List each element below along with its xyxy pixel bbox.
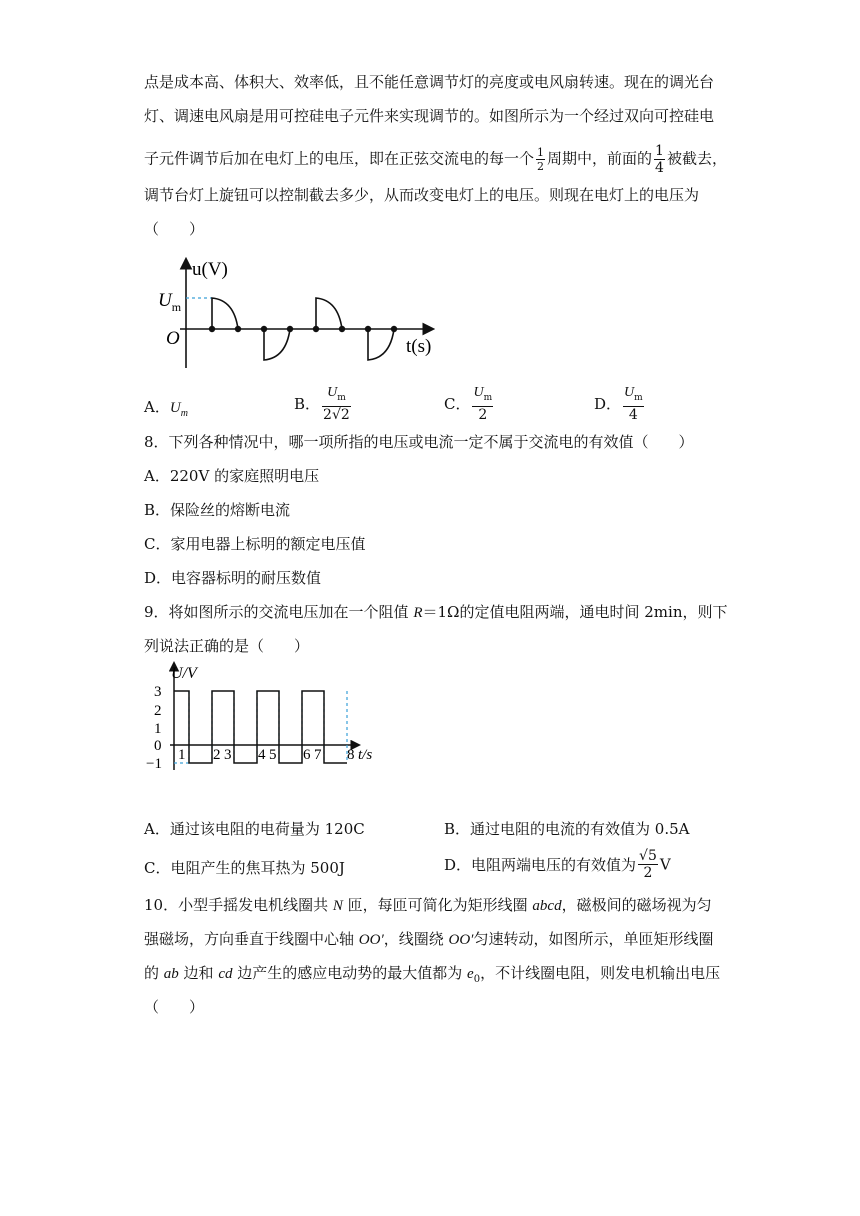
q10-text-line-3 [144,963,720,990]
quarter-numerator: 1 [655,143,664,159]
q7-dot [235,326,241,332]
q9-stem-part-a: 9．将如图所示的交流电压加在一个阻值 [144,603,414,621]
q7-option-d[interactable] [594,384,646,423]
option-b-num-sub: m [337,392,346,403]
q10-side-cd: cd [218,966,233,982]
q10-line2-part-b: ，线圈绕 [383,930,449,948]
q9-option-d-fraction [638,848,658,881]
q9-stem-line-2: 列说法正确的是（ ） [144,637,310,655]
q10-line2-part-c: 匀速转动，如图所示，单匝矩形线圈 [473,930,714,948]
q7-text-line-2: 灯、调速电风扇是用可控硅电子元件来实现调节的。如图所示为一个经过双向可控硅电 [144,107,715,125]
option-b-label: B． [294,394,321,413]
q10-side-ab: ab [163,966,179,982]
q7-text-line-3 [144,143,727,176]
q10-line3-part-a: 的 [144,964,164,982]
q9-x-tick: 5 [269,747,277,763]
option-d-denominator: 4 [628,406,638,423]
q9-y-tick: 3 [154,684,162,700]
q7-text-line-1: 点是成本高、体积大、效率低，且不能任意调节灯的亮度或电风扇转速。现在的调光台 [144,73,715,91]
q9-y-tick: −1 [146,756,162,772]
q10-line1-part-b: 匝，每匝可简化为矩形线圈 [342,896,533,914]
q9-x-tick: 8 [347,747,355,763]
option-c-num-letter: U [473,385,484,400]
q7-voltage-graph [150,250,450,375]
q7-option-a[interactable] [144,396,188,419]
q7-um-label [158,290,182,314]
q10-text-line-2 [144,929,713,950]
option-c-label: C． [444,394,471,413]
q7-option-c[interactable] [444,384,495,423]
q9-option-d-text: D．电阻两端电压的有效值为 [444,856,637,874]
q9-x-axis-label: t/s [358,747,373,763]
q7-text-line-4: 调节台灯上旋钮可以控制截去多少，从而改变电灯上的电压。则现在电灯上的电压为 [144,186,700,204]
q9-voltage-graph [140,658,390,773]
q7-origin-label: O [166,328,180,349]
q7-wave-segment-4 [368,329,394,360]
q10-axis-symbol: OO′ [358,932,384,948]
q8-option-c[interactable]: C．家用电器上标明的额定电压值 [144,535,366,553]
option-a-subscript: m [180,408,188,419]
q9-option-a[interactable]: A．通过该电阻的电荷量为 120C [144,820,365,838]
q10-text-line-1 [144,895,712,916]
q10-line1-part-a: 10．小型手摇发电机线圈共 [144,896,333,914]
q7-dot [313,326,319,332]
q9-y-axis-label: U/V [171,665,197,682]
q9-y-tick: 1 [154,721,162,737]
q9-x-tick: 7 [314,747,322,763]
option-d-num-sub: m [634,392,643,403]
option-c-num-sub: m [483,392,493,403]
q9-x-tick: 2 [213,747,221,763]
q7-dot [209,326,215,332]
half-fraction [536,146,545,173]
q7-dot [287,326,293,332]
q7-option-b[interactable] [294,384,353,423]
q10-line3-part-d: ，不计线圈电阻，则发电机输出电压 [480,964,721,982]
option-b-num-letter: U [327,385,338,400]
option-c-numerator [472,384,493,407]
option-d-num-letter: U [624,385,635,400]
q7-y-axis-label: u(V) [192,259,228,280]
q9-x-tick: 1 [178,747,186,763]
q10-emf-symbol: e [467,966,474,982]
q7-line3-part-b: 周期中，前面的 [547,149,653,168]
q9-option-d-numerator: √5 [639,848,657,864]
q10-axis-symbol-2: OO′ [448,932,474,948]
option-a-value: U [169,400,181,416]
q10-answer-paren: （ ） [144,998,205,1016]
half-denominator: 2 [537,160,545,173]
q9-x-tick: 4 [258,747,266,763]
q9-option-d[interactable] [444,848,671,881]
q7-dot [365,326,371,332]
q10-coil-name: abcd [532,898,562,914]
q10-turns-symbol: N [332,898,343,914]
q9-resistance-symbol: R [413,605,423,621]
option-b-numerator [322,384,351,407]
q7-line3-part-a: 子元件调节后加在电灯上的电压，即在正弦交流电的每一个 [144,149,535,168]
quarter-denominator: 4 [655,160,664,176]
q7-um-letter: U [158,290,172,311]
q9-option-b[interactable]: B．通过电阻的电流的有效值为 0.5A [444,820,690,838]
q7-wave-segment-1 [212,298,238,329]
option-b-fraction [322,384,351,423]
q7-wave-segment-3 [316,298,342,329]
option-b-denominator: 2√2 [323,406,350,423]
q9-option-d-denominator: 2 [643,865,653,881]
q8-option-b[interactable]: B．保险丝的熔断电流 [144,501,291,519]
q10-line2-part-a: 强磁场，方向垂直于线圈中心轴 [144,930,359,948]
option-d-fraction [623,384,644,423]
option-d-numerator [623,384,644,407]
option-a-label: A． [144,398,170,416]
option-c-denominator: 2 [478,406,488,423]
q8-option-d[interactable]: D．电容器标明的耐压数值 [144,569,322,587]
q9-option-d-unit: V [659,855,671,874]
q7-answer-paren: （ ） [144,220,205,238]
q10-line3-part-b: 边和 [178,964,219,982]
q9-stem-part-b: ＝1Ω的定值电阻两端，通电时间 2min，则下 [422,603,728,621]
quarter-fraction [654,143,665,176]
q7-dot [391,326,397,332]
q10-emf-subscript: 0 [473,974,481,985]
q9-x-tick: 3 [224,747,232,763]
q9-option-c[interactable]: C．电阻产生的焦耳热为 500J [144,859,345,877]
q7-x-axis-label: t(s) [406,336,432,357]
q10-line1-part-c: ，磁极间的磁场视为匀 [561,896,712,914]
q9-y-tick: 0 [154,738,162,754]
q7-line3-part-c: 被截去， [666,149,727,168]
half-numerator: 1 [537,146,545,159]
q8-option-a[interactable]: A．220V 的家庭照明电压 [144,467,320,485]
q9-x-tick: 6 [303,747,311,763]
q9-y-tick: 2 [154,703,162,719]
q7-dot [261,326,267,332]
option-c-fraction [472,384,493,423]
q8-stem: 8．下列各种情况中，哪一项所指的电压或电流一定不属于交流电的有效值（ ） [144,433,694,451]
q7-wave-segment-2 [264,329,290,360]
q7-dot [339,326,345,332]
q9-stem-line-1 [144,602,727,623]
option-d-label: D． [594,394,622,413]
q7-um-subscript: m [171,300,182,314]
q10-line3-part-c: 边产生的感应电动势的最大值都为 [232,964,468,982]
